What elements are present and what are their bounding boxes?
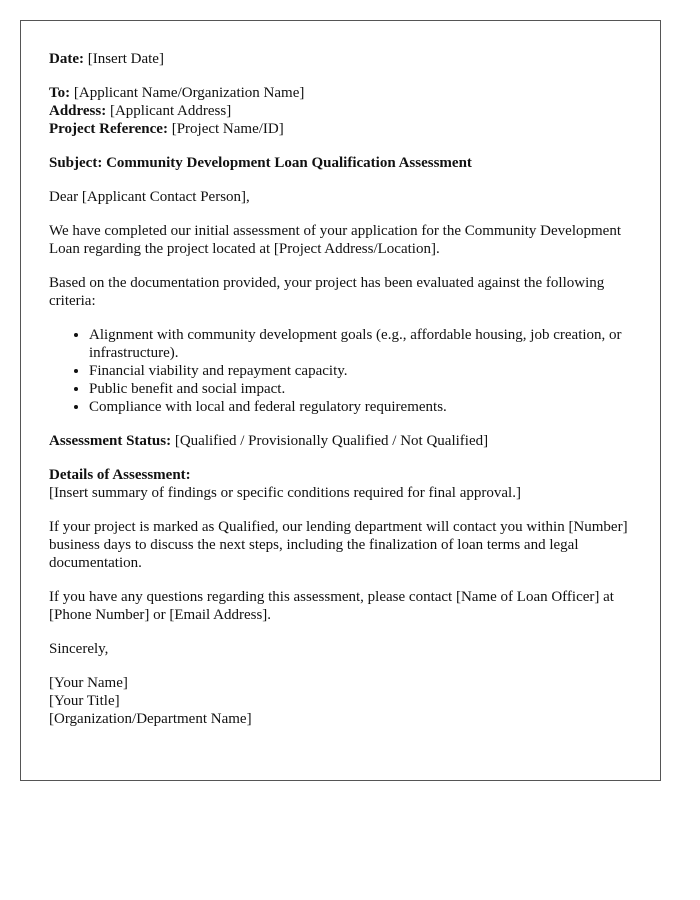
criteria-item: • Financial viability and repayment capacity. — [89, 362, 632, 380]
to-line — [49, 84, 632, 102]
to-label: To: — [49, 85, 71, 101]
assessment-status-line — [49, 432, 632, 450]
project-reference-line — [49, 120, 632, 138]
intro-paragraph: We have completed our initial assessment of your application for the Community Development Loan regarding the project located at [Project Address/Location]. — [49, 223, 621, 257]
date-line — [49, 50, 632, 68]
date-label: Date: — [49, 51, 84, 67]
contact-paragraph: If you have any questions regarding this assessment, please contact [Name of Loan Officer] at [Phone Number] or [Email Address]. — [49, 589, 614, 623]
salutation: Dear [Applicant Contact Person], — [49, 189, 250, 205]
next-steps-paragraph: If your project is marked as Qualified, our lending department will contact you within [Number] business days to discuss the next steps, including the finalization of loan terms and legal documentation. — [49, 519, 628, 571]
date-value: [Insert Date] — [87, 51, 164, 67]
assessment-status-label: Assessment Status: — [49, 433, 172, 449]
criteria-item: • Compliance with local and federal regulatory requirements. — [89, 398, 632, 416]
address-line — [49, 102, 632, 120]
closing: Sincerely, — [49, 641, 109, 657]
subject-label: Subject: — [49, 155, 103, 171]
to-value: [Applicant Name/Organization Name] — [73, 85, 305, 101]
subject-value: Community Development Loan Qualification Assessment — [106, 155, 472, 171]
assessment-details-value: [Insert summary of findings or specific conditions required for final approval.] — [49, 485, 521, 501]
criteria-list — [49, 326, 632, 416]
recipient-block — [49, 84, 632, 138]
signature-organization: [Organization/Department Name] — [49, 711, 252, 727]
project-reference-label: Project Reference: — [49, 121, 168, 137]
assessment-details — [49, 466, 632, 502]
letter-page — [20, 20, 661, 781]
signature-name: [Your Name] — [49, 675, 128, 691]
subject-line — [49, 154, 632, 172]
signature-title: [Your Title] — [49, 693, 120, 709]
address-label: Address: — [49, 103, 107, 119]
address-value: [Applicant Address] — [109, 103, 232, 119]
assessment-details-label: Details of Assessment: — [49, 467, 191, 483]
criteria-intro: Based on the documentation provided, your project has been evaluated against the following criteria: — [49, 275, 605, 309]
criteria-item: • Alignment with community development goals (e.g., affordable housing, job creation, or infrastructure). — [89, 326, 632, 362]
signature-block — [49, 674, 632, 728]
project-reference-value: [Project Name/ID] — [171, 121, 284, 137]
assessment-status-value: [Qualified / Provisionally Qualified / Not Qualified] — [174, 433, 489, 449]
criteria-item: • Public benefit and social impact. — [89, 380, 632, 398]
